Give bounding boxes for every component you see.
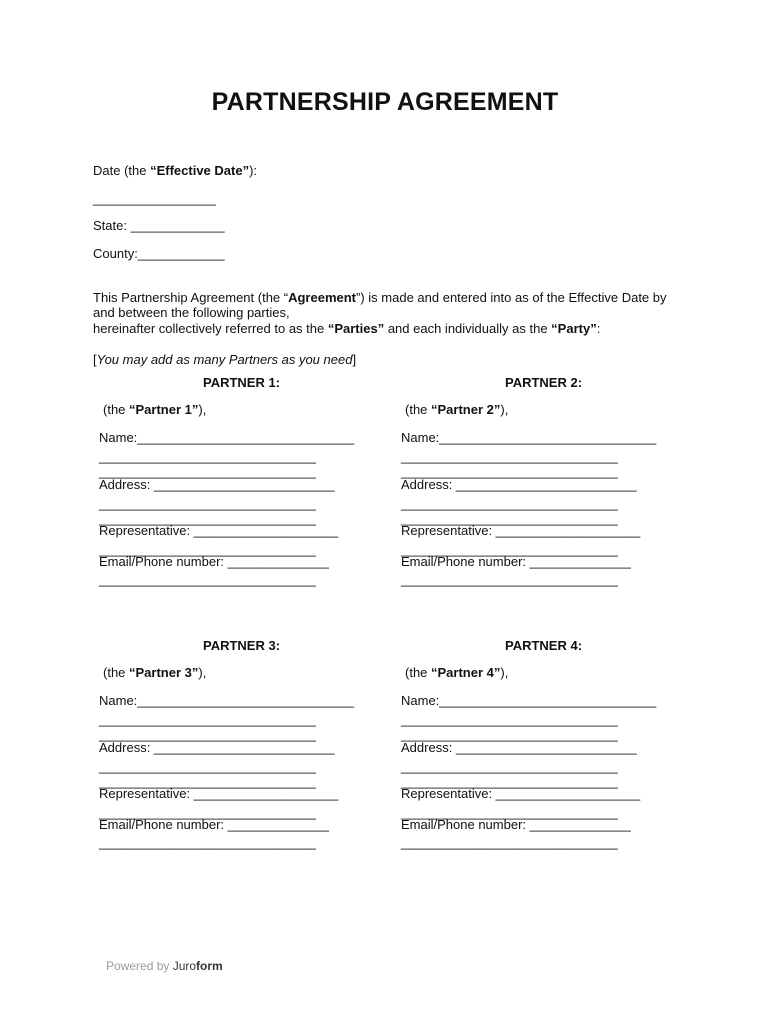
representative-blank-line[interactable]: ______________________________	[99, 542, 316, 557]
juroform-brand	[173, 959, 223, 973]
name-blank-line[interactable]: ______________________________	[99, 727, 316, 742]
address-blank-line[interactable]: ______________________________	[401, 496, 618, 511]
email-phone-blank-line[interactable]: ______________________________	[99, 835, 316, 850]
representative-blank-line[interactable]: ______________________________	[99, 805, 316, 820]
designation-open: (the	[103, 402, 130, 417]
effective-date-suffix: ):	[249, 163, 258, 178]
partner-heading: PARTNER 3:	[203, 638, 281, 653]
representative-field[interactable]: Representative: ____________________	[99, 786, 339, 801]
address-field[interactable]: Address: _________________________	[99, 477, 335, 492]
email-phone-field[interactable]: Email/Phone number: ______________	[401, 554, 631, 569]
note-bracket-close: ]	[352, 352, 357, 367]
name-field[interactable]: Name:______________________________	[401, 430, 657, 445]
address-blank-line[interactable]: ______________________________	[401, 759, 618, 774]
name-blank-line[interactable]: ______________________________	[401, 449, 618, 464]
partner-designation	[405, 665, 508, 680]
representative-blank-line[interactable]: ______________________________	[401, 542, 618, 557]
designation-open: (the	[405, 665, 432, 680]
designation-close: ),	[500, 402, 509, 417]
address-field[interactable]: Address: _________________________	[401, 477, 637, 492]
representative-field[interactable]: Representative: ____________________	[401, 523, 641, 538]
email-phone-blank-line[interactable]: ______________________________	[401, 572, 618, 587]
intro-text: hereinafter collectively referred to as the	[93, 321, 328, 336]
designation-term: “Partner 4”	[431, 665, 501, 680]
partners-note	[93, 352, 356, 367]
partner-designation	[103, 402, 206, 417]
powered-by-text: Powered by	[106, 959, 173, 973]
party-term: “Party”	[551, 321, 597, 336]
state-field[interactable]: State: _____________	[93, 218, 225, 233]
designation-close: ),	[198, 402, 207, 417]
brand-part-1: Juro	[172, 959, 197, 973]
effective-date-label	[93, 163, 257, 178]
address-field[interactable]: Address: _________________________	[99, 740, 335, 755]
effective-date-term: “Effective Date”	[150, 163, 250, 178]
note-bracket-open: [	[93, 352, 97, 367]
address-blank-line[interactable]: ______________________________	[99, 774, 316, 789]
email-phone-blank-line[interactable]: ______________________________	[401, 835, 618, 850]
name-field[interactable]: Name:______________________________	[401, 693, 657, 708]
partner-heading: PARTNER 1:	[203, 375, 281, 390]
designation-term: “Partner 3”	[129, 665, 199, 680]
name-blank-line[interactable]: ______________________________	[401, 727, 618, 742]
partner-heading: PARTNER 4:	[505, 638, 583, 653]
address-blank-line[interactable]: ______________________________	[99, 496, 316, 511]
note-text: You may add as many Partners as you need	[96, 352, 353, 367]
name-blank-line[interactable]: ______________________________	[401, 464, 618, 479]
representative-field[interactable]: Representative: ____________________	[401, 786, 641, 801]
name-field[interactable]: Name:______________________________	[99, 430, 355, 445]
email-phone-field[interactable]: Email/Phone number: ______________	[99, 554, 329, 569]
effective-date-prefix: Date (the	[93, 163, 151, 178]
powered-by-logo	[106, 959, 223, 973]
parties-term: “Parties”	[327, 321, 385, 336]
name-blank-line[interactable]: ______________________________	[99, 464, 316, 479]
effective-date-blank[interactable]: _________________	[93, 191, 216, 206]
intro-paragraph-1	[93, 290, 683, 320]
brand-part-2: form	[196, 959, 223, 973]
email-phone-field[interactable]: Email/Phone number: ______________	[99, 817, 329, 832]
address-blank-line[interactable]: ______________________________	[99, 511, 316, 526]
representative-blank-line[interactable]: ______________________________	[401, 805, 618, 820]
county-field[interactable]: County:____________	[93, 246, 225, 261]
partner-designation	[103, 665, 206, 680]
address-blank-line[interactable]: ______________________________	[401, 774, 618, 789]
address-blank-line[interactable]: ______________________________	[99, 759, 316, 774]
designation-open: (the	[405, 402, 432, 417]
address-field[interactable]: Address: _________________________	[401, 740, 637, 755]
email-phone-blank-line[interactable]: ______________________________	[99, 572, 316, 587]
agreement-term: Agreement	[288, 290, 357, 305]
partner-heading: PARTNER 2:	[505, 375, 583, 390]
address-blank-line[interactable]: ______________________________	[401, 511, 618, 526]
representative-field[interactable]: Representative: ____________________	[99, 523, 339, 538]
designation-term: “Partner 2”	[431, 402, 501, 417]
page-title: PARTNERSHIP AGREEMENT	[211, 88, 559, 116]
name-blank-line[interactable]: ______________________________	[401, 712, 618, 727]
partner-designation	[405, 402, 508, 417]
intro-text: ”) is made and entered into as of the Effective Date by and between the following parties,	[93, 290, 667, 320]
designation-term: “Partner 1”	[129, 402, 199, 417]
designation-close: ),	[198, 665, 207, 680]
name-field[interactable]: Name:______________________________	[99, 693, 355, 708]
intro-text: This Partnership Agreement (the “	[93, 290, 289, 305]
name-blank-line[interactable]: ______________________________	[99, 712, 316, 727]
email-phone-field[interactable]: Email/Phone number: ______________	[401, 817, 631, 832]
designation-close: ),	[500, 665, 509, 680]
intro-paragraph-2	[93, 321, 600, 336]
intro-text: and each individually as the	[384, 321, 552, 336]
designation-open: (the	[103, 665, 130, 680]
intro-text: :	[596, 321, 601, 336]
name-blank-line[interactable]: ______________________________	[99, 449, 316, 464]
